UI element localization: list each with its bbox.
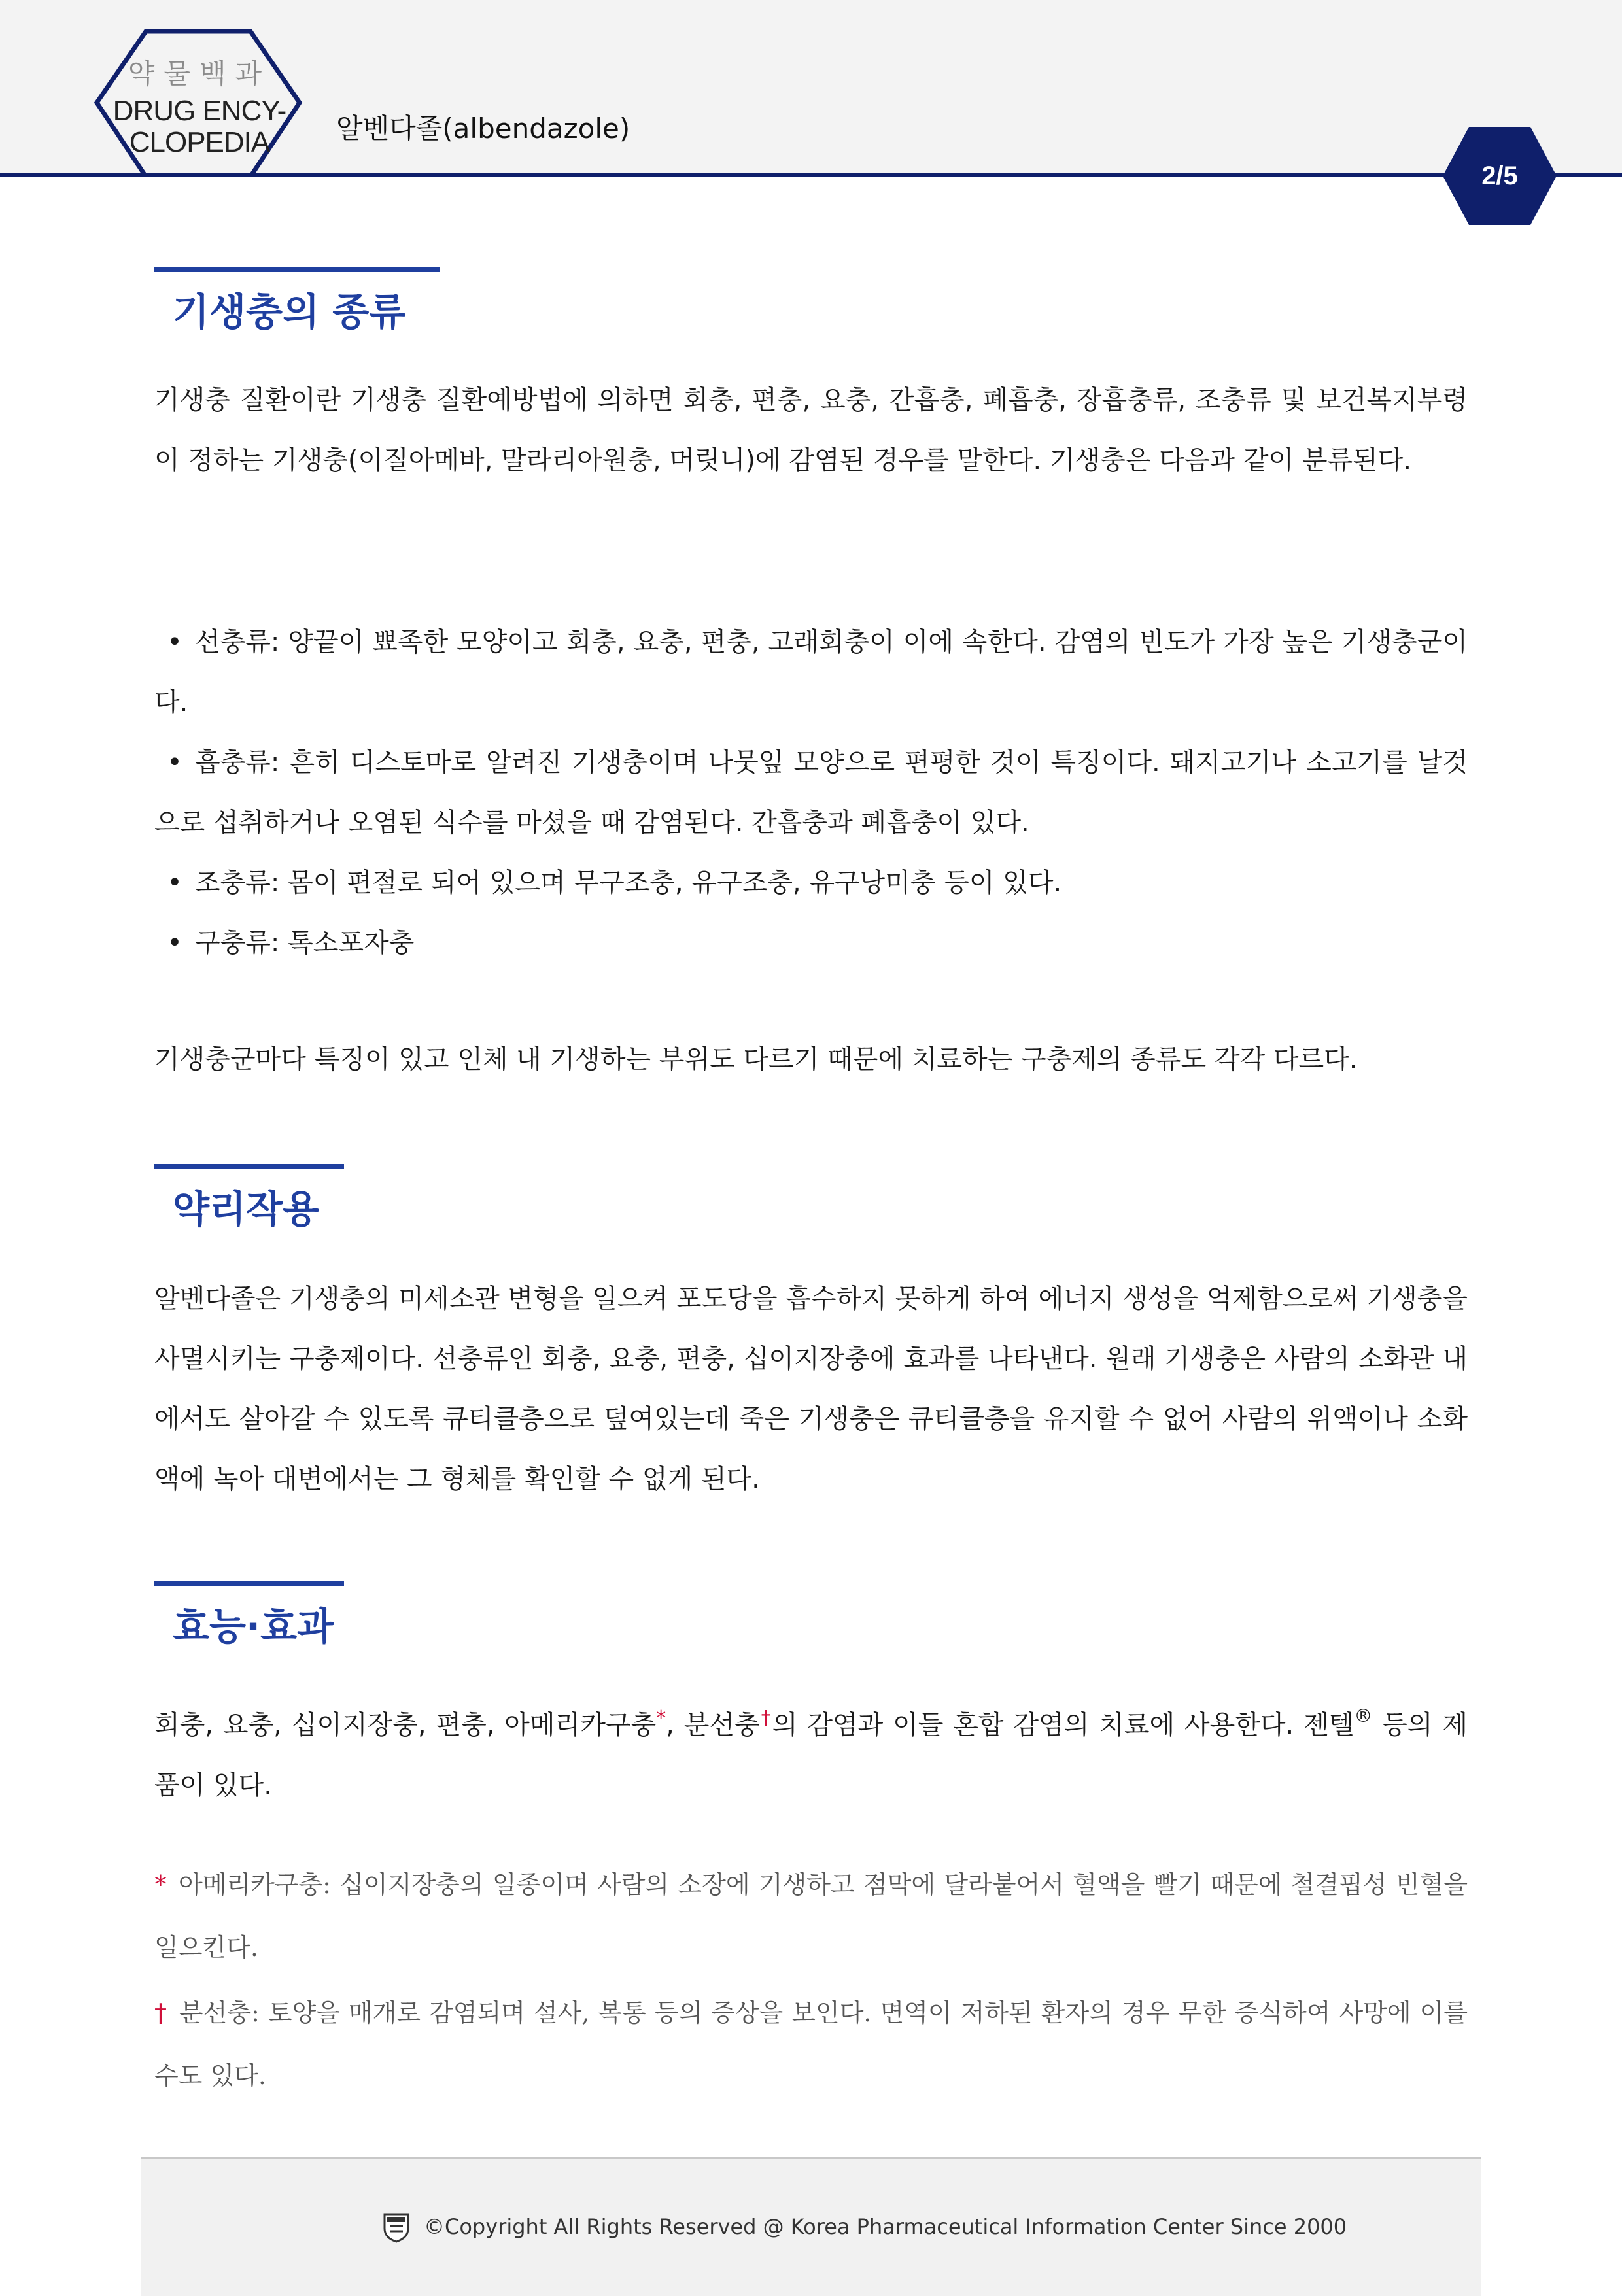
bullet-dot-icon: • <box>167 868 182 898</box>
logo-english-line2: CLOPEDIA <box>129 126 270 158</box>
section-divider <box>154 1581 344 1586</box>
bullet-dot-icon: • <box>167 747 182 778</box>
footnote-marker-asterisk: * <box>656 1707 666 1730</box>
list-item <box>154 732 1468 853</box>
logo-korean: 약물백과 <box>128 58 271 90</box>
logo-english-line1: DRUG ENCY- <box>112 95 286 127</box>
page-number: 2/5 <box>1481 161 1518 190</box>
list-item-text: 조충류: 몸이 편절로 되어 있으며 무구조충, 유구조충, 유구낭미충 등이 있다. <box>195 868 1062 898</box>
section-divider <box>154 1164 344 1169</box>
efficacy-text: , 분선충 <box>666 1710 760 1740</box>
footnote <box>154 1981 1468 2107</box>
footnote <box>154 1853 1468 1979</box>
bullet-list <box>154 612 1468 973</box>
footnote-text: 아메리카구충: 십이지장충의 일종이며 사람의 소장에 기생하고 점막에 달라붙어서 혈액을 빨기 때문에 철결핍성 빈혈을 일으킨다. <box>154 1870 1468 1962</box>
efficacy-text: 회충, 요충, 십이지장충, 편충, 아메리카구충 <box>154 1710 657 1740</box>
copyright-text: ©Copyright All Rights Reserved @ Korea Pharmaceutical Information Center Since 2000 <box>424 2214 1347 2239</box>
list-item <box>154 853 1468 913</box>
bullet-dot-icon: • <box>167 928 182 958</box>
section-divider <box>154 267 440 272</box>
shield-logo-icon <box>382 2212 411 2243</box>
list-item <box>154 913 1468 973</box>
efficacy-paragraph <box>154 1686 1468 1815</box>
section-intro-paragraph: 기생충 질환이란 기생충 질환예방법에 의하면 회충, 편충, 요충, 간흡충, 폐흡충, 장흡충류, 조충류 및 보건복지부령이 정하는 기생충(이질아메바, 말라리아원충, 머릿니)에 감염된 경우를 말한다. 기생충은 다음과 같이 분류된다. <box>154 385 1468 475</box>
bullet-dot-icon: • <box>167 627 182 657</box>
list-item-text: 선충류: 양끝이 뾰족한 모양이고 회충, 요충, 편충, 고래회충이 이에 속한다. 감염의 빈도가 가장 높은 기생충군이다. <box>154 627 1468 717</box>
section-title: 기생충의 종류 <box>173 290 406 334</box>
logo <box>98 60 301 158</box>
registered-mark: ® <box>1354 1705 1373 1726</box>
section-title: 약리작용 <box>173 1187 320 1231</box>
section-title: 효능·효과 <box>173 1604 334 1649</box>
list-item-text: 흡충류: 흔히 디스토마로 알려진 기생충이며 나뭇잎 모양으로 편평한 것이 특징이다. 돼지고기나 소고기를 날것으로 섭취하거나 오염된 식수를 마셨을 때 감염된다. 간흡충과 폐흡충이 있다. <box>154 747 1468 838</box>
pharmacology-paragraph: 알벤다졸은 기생충의 미세소관 변형을 일으켜 포도당을 흡수하지 못하게 하여 에너지 생성을 억제함으로써 기생충을 사멸시키는 구충제이다. 선충류인 회충, 요충, 편충, 십이지장충에 효과를 나타낸다. 원래 기생충은 사람의 소화관 내에서도 살아갈 수 있도록 큐티클층으로 덮여있는데 죽은 기생충은 큐티클층을 유지할 수 없어 사람의 위액이나 소화액에 녹아 대변에서는 그 형체를 확인할 수 없게 된다. <box>154 1284 1468 1494</box>
document-title: 알벤다졸(albendazole) <box>336 112 630 145</box>
footnote-text: 분선충: 토양을 매개로 감염되며 설사, 복통 등의 증상을 보인다. 면역이 저하된 환자의 경우 무한 증식하여 사망에 이를 수도 있다. <box>154 1998 1468 2090</box>
list-item <box>154 612 1468 732</box>
efficacy-text: 의 감염과 이들 혼합 감염의 치료에 사용한다. 젠텔 <box>772 1710 1355 1740</box>
footnote-marker-asterisk: * <box>154 1870 167 1899</box>
list-item-text: 구충류: 톡소포자충 <box>195 928 415 958</box>
section-outro-paragraph: 기생충군마다 특징이 있고 인체 내 기생하는 부위도 다르기 때문에 치료하는 구충제의 종류도 각각 다르다. <box>154 1044 1358 1074</box>
footnote-marker-dagger: † <box>154 1998 167 2027</box>
footnote-marker-dagger: † <box>759 1707 772 1730</box>
efficacy-text: 등의 제품이 있다. <box>154 1710 1468 1800</box>
